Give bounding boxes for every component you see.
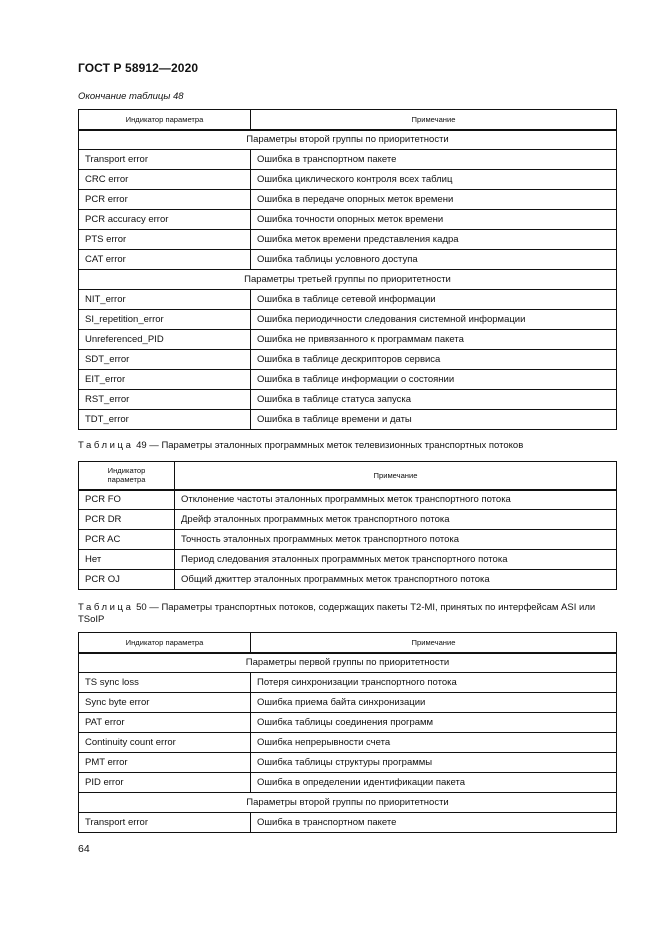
parameter-indicator-cell: PCR OJ xyxy=(79,570,175,590)
column-header-note: Примечание xyxy=(251,633,617,653)
table-49-caption-word: Таблица xyxy=(78,440,134,451)
parameter-note-cell: Ошибка не привязанного к программам пакета xyxy=(251,330,617,350)
table-row xyxy=(79,713,617,733)
parameter-note-cell: Ошибка в определении идентификации пакета xyxy=(251,773,617,793)
page-number: 64 xyxy=(78,843,90,855)
group-heading: Параметры второй группы по приоритетности xyxy=(79,130,617,150)
parameter-indicator-cell: RST_error xyxy=(79,390,251,410)
table-row xyxy=(79,390,617,410)
table-48 xyxy=(78,109,617,430)
table-row xyxy=(79,733,617,753)
parameter-indicator-cell: CRC error xyxy=(79,170,251,190)
parameter-indicator-cell: Transport error xyxy=(79,813,251,833)
table-row xyxy=(79,773,617,793)
table-row xyxy=(79,190,617,210)
table-row xyxy=(79,150,617,170)
parameter-note-cell: Ошибка таблицы структуры программы xyxy=(251,753,617,773)
table-row xyxy=(79,530,617,550)
column-header-note: Примечание xyxy=(175,462,617,490)
table-row xyxy=(79,490,617,510)
parameter-indicator-cell: PTS error xyxy=(79,230,251,250)
group-heading: Параметры первой группы по приоритетности xyxy=(79,653,617,673)
table-row xyxy=(79,550,617,570)
column-header-note: Примечание xyxy=(251,110,617,130)
table-row xyxy=(79,290,617,310)
parameter-indicator-cell: EIT_error xyxy=(79,370,251,390)
document-header: ГОСТ Р 58912—2020 xyxy=(78,61,199,75)
table-50 xyxy=(78,632,617,833)
parameter-note-cell: Период следования эталонных программных меток транспортного потока xyxy=(175,550,617,570)
column-header-indicator: Индикатор параметра xyxy=(79,462,175,490)
parameter-indicator-cell: PCR error xyxy=(79,190,251,210)
table-row xyxy=(79,693,617,713)
parameter-note-cell: Ошибка в таблице сетевой информации xyxy=(251,290,617,310)
parameter-indicator-cell: PID error xyxy=(79,773,251,793)
parameter-indicator-cell: PCR accuracy error xyxy=(79,210,251,230)
parameter-note-cell: Ошибка циклического контроля всех таблиц xyxy=(251,170,617,190)
parameter-note-cell: Отклонение частоты эталонных программных меток транспортного потока xyxy=(175,490,617,510)
parameter-note-cell: Дрейф эталонных программных меток транспортного потока xyxy=(175,510,617,530)
parameter-indicator-cell: PMT error xyxy=(79,753,251,773)
parameter-note-cell: Ошибка периодичности следования системной информации xyxy=(251,310,617,330)
table-row xyxy=(79,350,617,370)
parameter-indicator-cell: CAT error xyxy=(79,250,251,270)
parameter-indicator-cell: PCR AC xyxy=(79,530,175,550)
parameter-note-cell: Ошибка приема байта синхронизации xyxy=(251,693,617,713)
table-row xyxy=(79,813,617,833)
parameter-indicator-cell: SDT_error xyxy=(79,350,251,370)
table-row xyxy=(79,230,617,250)
parameter-indicator-cell: PAT error xyxy=(79,713,251,733)
parameter-note-cell: Ошибка меток времени представления кадра xyxy=(251,230,617,250)
parameter-note-cell: Ошибка в таблице информации о состоянии xyxy=(251,370,617,390)
parameter-note-cell: Ошибка в передаче опорных меток времени xyxy=(251,190,617,210)
table-row xyxy=(79,753,617,773)
table-48-continuation-caption: Окончание таблицы 48 xyxy=(78,91,184,102)
parameter-indicator-cell: Sync byte error xyxy=(79,693,251,713)
table-row xyxy=(79,250,617,270)
table-49-caption-text: 49 — Параметры эталонных программных меток телевизионных транспортных потоков xyxy=(133,440,524,451)
parameter-note-cell: Ошибка таблицы соединения программ xyxy=(251,713,617,733)
table-row xyxy=(79,570,617,590)
parameter-indicator-cell: PCR DR xyxy=(79,510,175,530)
parameter-note-cell: Потеря синхронизации транспортного потока xyxy=(251,673,617,693)
parameter-indicator-cell: SI_repetition_error xyxy=(79,310,251,330)
parameter-note-cell: Ошибка в транспортном пакете xyxy=(251,813,617,833)
parameter-indicator-cell: Continuity count error xyxy=(79,733,251,753)
table-50-caption-word: Таблица xyxy=(78,602,134,613)
parameter-indicator-cell: TS sync loss xyxy=(79,673,251,693)
column-header-indicator: Индикатор параметра xyxy=(79,110,251,130)
group-heading: Параметры третьей группы по приоритетности xyxy=(79,270,617,290)
parameter-note-cell: Ошибка в таблице дескрипторов сервиса xyxy=(251,350,617,370)
table-row xyxy=(79,370,617,390)
table-row xyxy=(79,673,617,693)
parameter-note-cell: Ошибка точности опорных меток времени xyxy=(251,210,617,230)
column-header-indicator: Индикатор параметра xyxy=(79,633,251,653)
parameter-indicator-cell: Unreferenced_PID xyxy=(79,330,251,350)
parameter-note-cell: Ошибка таблицы условного доступа xyxy=(251,250,617,270)
parameter-note-cell: Ошибка в таблице статуса запуска xyxy=(251,390,617,410)
table-row xyxy=(79,410,617,430)
table-row xyxy=(79,330,617,350)
table-row xyxy=(79,170,617,190)
table-50-caption xyxy=(78,602,618,626)
parameter-indicator-cell: Transport error xyxy=(79,150,251,170)
parameter-indicator-cell: NIT_error xyxy=(79,290,251,310)
parameter-indicator-cell: TDT_error xyxy=(79,410,251,430)
parameter-note-cell: Ошибка непрерывности счета xyxy=(251,733,617,753)
parameter-note-cell: Ошибка в таблице времени и даты xyxy=(251,410,617,430)
table-row xyxy=(79,210,617,230)
table-row xyxy=(79,510,617,530)
table-49-caption xyxy=(78,440,618,452)
parameter-note-cell: Общий джиттер эталонных программных меток транспортного потока xyxy=(175,570,617,590)
group-heading: Параметры второй группы по приоритетности xyxy=(79,793,617,813)
table-50-caption-text: 50 — Параметры транспортных потоков, содержащих пакеты T2-MI, принятых по интерфейсам ASI или TSoIP xyxy=(78,602,596,625)
parameter-note-cell: Ошибка в транспортном пакете xyxy=(251,150,617,170)
table-row xyxy=(79,310,617,330)
parameter-indicator-cell: Нет xyxy=(79,550,175,570)
parameter-indicator-cell: PCR FO xyxy=(79,490,175,510)
table-49 xyxy=(78,461,617,590)
parameter-note-cell: Точность эталонных программных меток транспортного потока xyxy=(175,530,617,550)
